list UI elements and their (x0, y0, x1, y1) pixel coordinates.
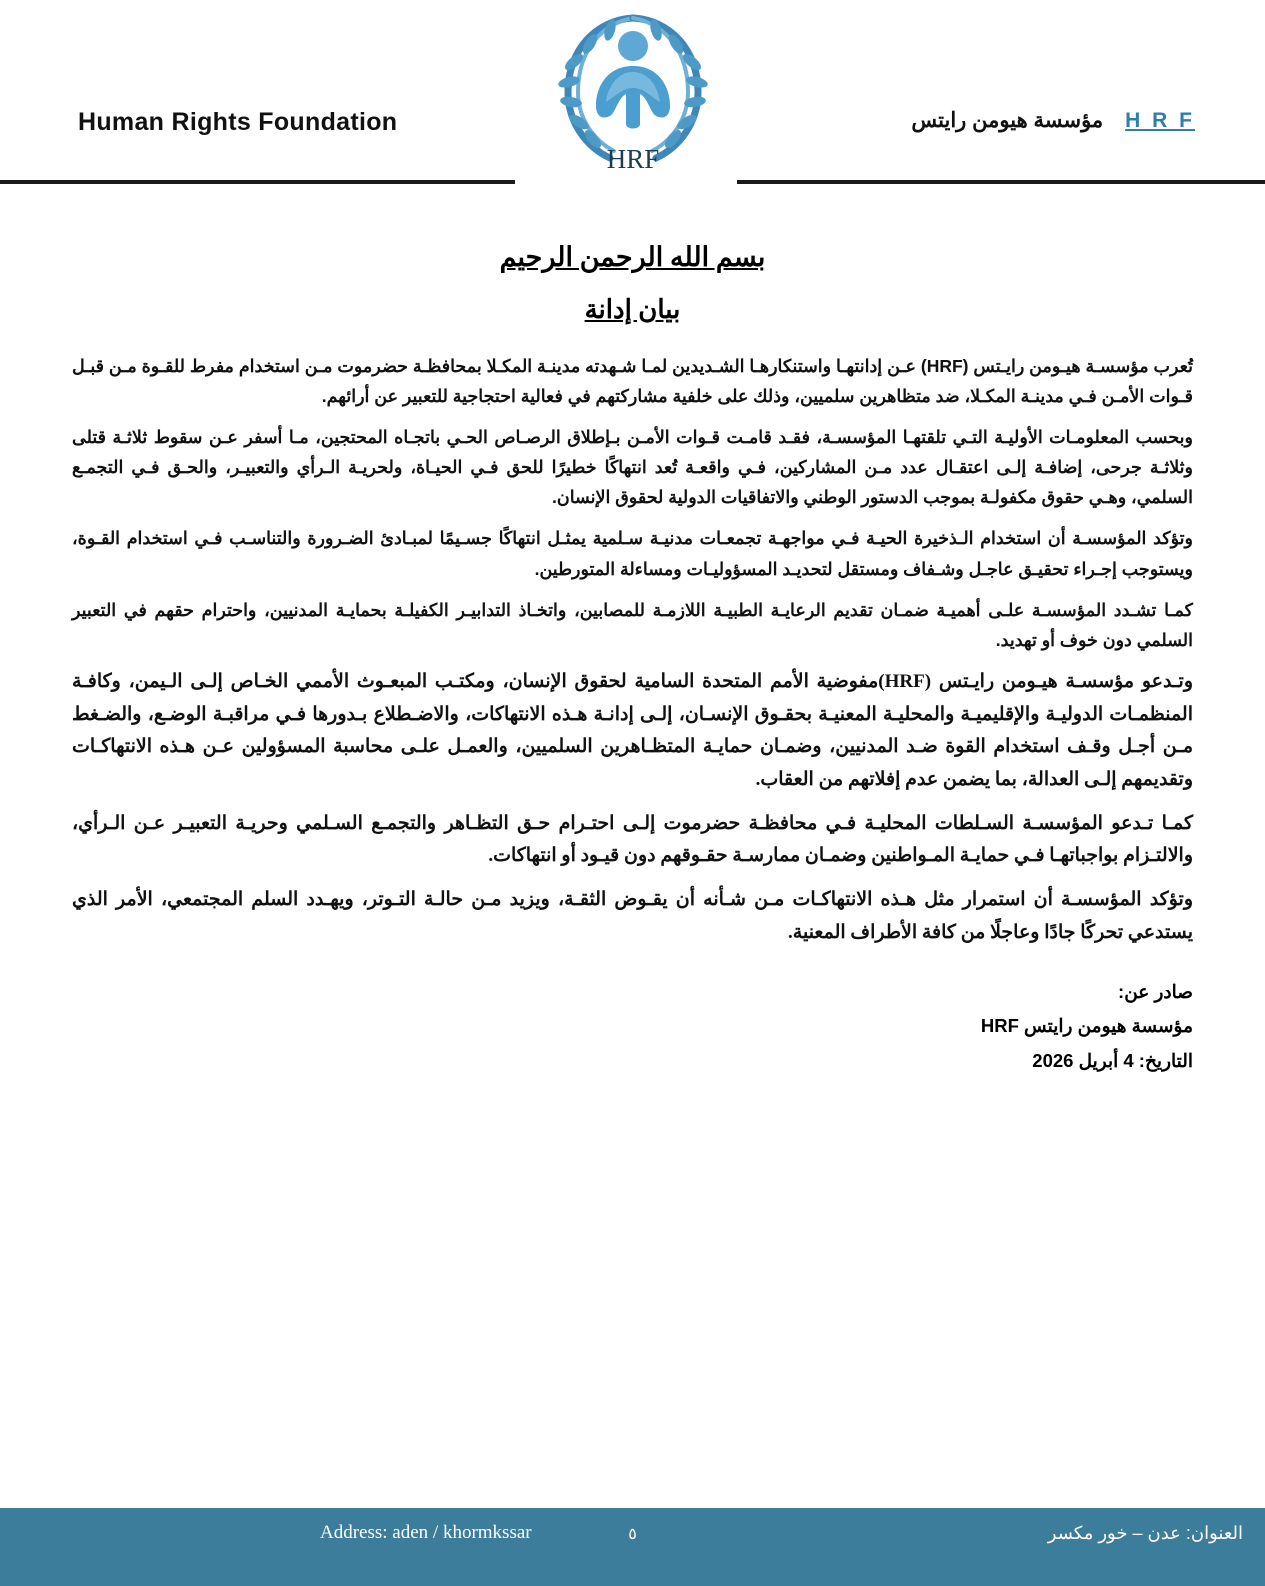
signature-block (72, 975, 1193, 1078)
org-name-ar: مؤسسة هيومن رايتس (911, 109, 1104, 132)
page-number: ٥ (628, 1526, 637, 1543)
basmala-line: بسم الله الرحمن الرحيم (499, 242, 766, 272)
paragraph: وتؤكد المؤسسـة أن استمرار مثل هـذه الانتهاكـات مـن شـأنه أن يقـوض الثقـة، ويزيد مـن حالـة التـوتر، ويهـدد السلم المجتمعي، الأمر الذي يستدعي تحركًا جادًا وعاجلًا من كافة الأطراف المعنية. (72, 888, 1193, 943)
issue-date: التاريخ: 4 أبريل 2026 (1032, 1049, 1193, 1071)
letterhead-right (911, 108, 1195, 133)
footer-address-ar-line: العنوان: عدن – خور مكسر (1047, 1523, 1243, 1543)
footer-address-en: Address: aden / khormkssar (320, 1522, 532, 1543)
issuer-name: مؤسسة هيومن رايتس HRF (980, 1015, 1193, 1037)
hrf-abbreviation: H R F (1125, 108, 1195, 132)
document-body (0, 180, 1265, 1078)
paragraph: كمـا تشـدد المؤسسـة علـى أهميـة ضمـان تقديم الرعايـة الطبيـة اللازمـة للمصابين، واتخـاذ التدابيـر الكفيلـة بحمايـة المدنيين، واحترام حقهم في التعبير السلمي دون خوف أو تهديد. (72, 599, 1193, 650)
paragraph: وتؤكد المؤسسـة أن استخدام الـذخيرة الحيـة فـي مواجهـة تجمعـات مدنيـة سـلمية يمثـل انتهاكًا جسـيمًا لمبـادئ الضـرورة والتناسـب فـي استخدام القـوة، ويستوجب إجـراء تحقيـق عاجـل وشـفاف ومستقل لتحديـد المسؤوليـات ومساءلة المتورطين. (72, 528, 1193, 579)
svg-text:HRF: HRF (606, 144, 659, 174)
paragraph: وبحسب المعلومـات الأوليـة التـي تلقتهـا المؤسسـة، فقـد قامـت قـوات الأمـن بـإطلاق الرصـاص الحـي باتجـاه المحتجين، مـا أسفر عـن سقوط ثلاثـة قتلى وثلاثـة جرحى، إضافـة إلـى اعتقـال عدد مـن المشاركين، فـي واقعـة تُعد انتهاكًا خطيرًا للحق فـي الحيـاة، ولحريـة الـرأي والتعبيـر، والحـق فـي التجمـع السلمي، وهـي حقوق مكفولـة بموجب الدستور الوطني والاتفاقيات الدولية لحقوق الإنسان. (72, 427, 1193, 508)
document-title: بيان إدانة (584, 295, 681, 324)
paragraph: وتـدعو مؤسسـة هيـومن رايـتس (HRF)مفوضية الأمم المتحدة السامية لحقوق الإنسان، ومكتـب المبعـوث الأممي الخـاص إلـى الـيمن، وكافـة المنظمـات الدوليـة والإقليميـة والمحليـة المعنيـة بحقـوق الإنسـان، إلـى إدانـة هـذه الانتهاكات، والاضـطلاع بـدورها فـي مراقبـة الوضـع، والضـغط مـن أجـل وقـف استخدام القوة ضـد المدنيين، وضمـان حمايـة المتظـاهرين السلميين، والعمـل علـى محاسبة المسؤولين عـن هـذه الانتهاكـات وتقديمهم إلـى العدالة، بما يضمن عدم إفلاتهم من العقاب. (72, 670, 1193, 790)
issued-by-label: صادر عن: (1118, 981, 1193, 1003)
header-divider-gap (515, 179, 737, 185)
footer-address-ar (1048, 1520, 1243, 1548)
paragraph: كمـا تـدعو المؤسسـة السـلطات المحليـة فـي محافظـة حضرموت إلـى احتـرام حـق التظـاهر والتجمـع السـلمي وحريـة التعبيـر عـن الـرأي، والالتـزام بواجباتهـا فـي حمايـة المـواطنين وضمـان ممارسـة حقـوقهم دون قيـود أو انتهاكات. (72, 812, 1193, 867)
paragraph: تُعرب مؤسسـة هيـومن رايـتس (HRF) عـن إدانتهـا واستنكارهـا الشـديدين لمـا شـهدته مدينـة المكـلا بمحافظـة حضرموت مـن استخدام مفرط للقـوة مـن قبـل قـوات الأمـن فـي مدينـة المكـلا، ضد متظاهرين سلميين، وذلك على خلفية مشاركتهم في فعالية احتجاجية للتعبير عن أرائهم. (72, 356, 1193, 407)
letterhead (0, 0, 1265, 180)
hrf-emblem-logo (538, 6, 728, 174)
org-name-en: Human Rights Foundation (78, 108, 398, 136)
page-footer (0, 1508, 1265, 1586)
